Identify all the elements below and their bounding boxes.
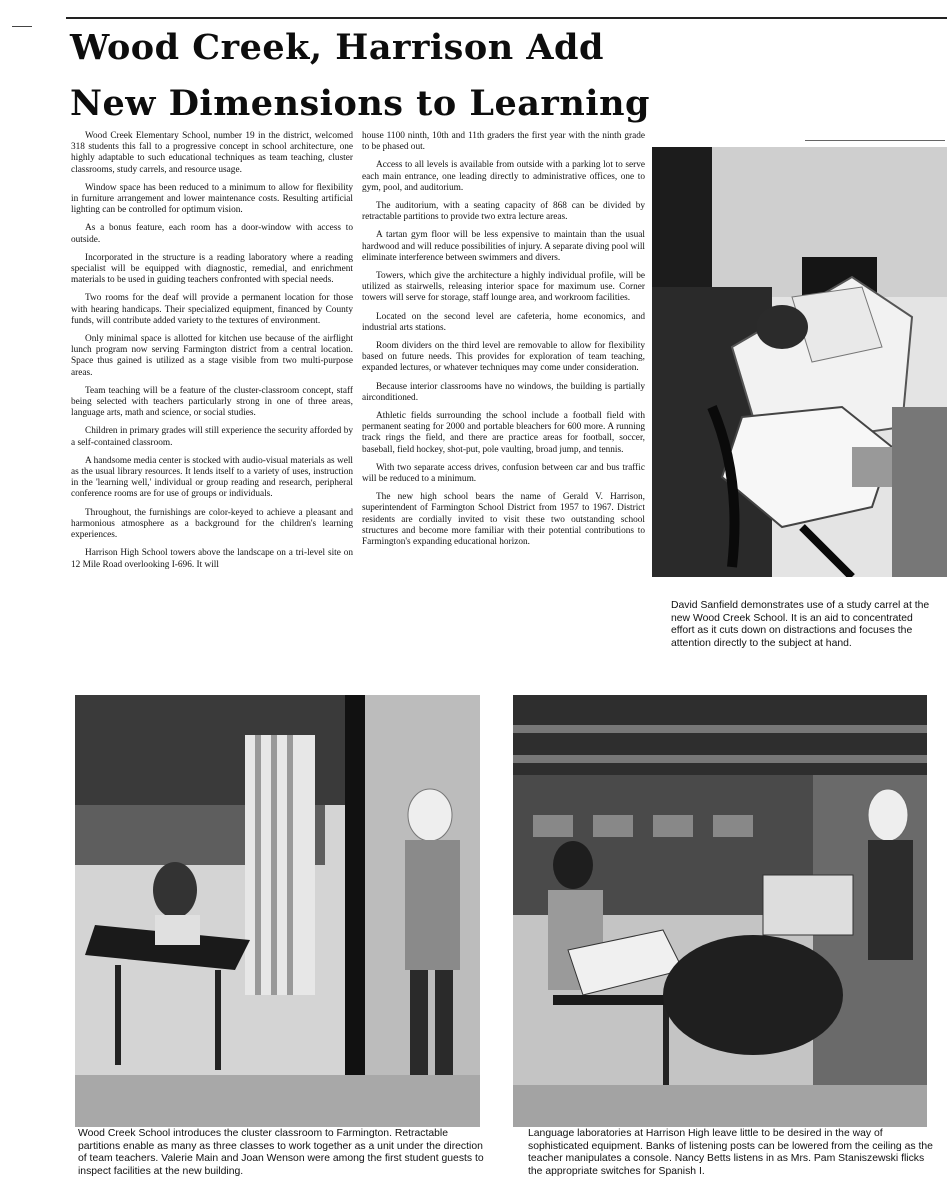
paragraph: A tartan gym floor will be less expensive to maintain than the usual hardwood and will reduce possibilities of injury. A separate diving pool will eliminate interference between swimmers and divers.	[362, 230, 645, 263]
paragraph: Team teaching will be a feature of the cluster-classroom concept, staff being selected with teachers particularly strong in one of three areas, language arts, math and science, or social studies.	[71, 385, 353, 419]
headline-line-2: New Dimensions to Learning	[70, 83, 651, 124]
study-carrel-illustration	[652, 147, 947, 577]
language-lab-caption: Language laboratories at Harrison High leave little to be desired in the way of sophisticated equipment. Banks of listening posts can be lowered from the ceiling as the teacher manipulates a console. Nancy Betts listens in as Mrs. Pam Staniszewski flicks the appropriate switches for Spanish I.	[528, 1128, 933, 1177]
study-carrel-caption: David Sanfield demonstrates use of a study carrel at the new Wood Creek School. It is an aid to concentrated effort as it cuts down on distractions and focuses the attention directly to the subject at hand.	[671, 600, 930, 649]
paragraph: The auditorium, with a seating capacity of 868 can be divided by retractable partitions to provide two extra lecture areas.	[362, 201, 645, 223]
top-rule	[66, 17, 947, 19]
paragraph: Two rooms for the deaf will provide a permanent location for those with hearing handicaps. Their specialized equipment, financed by County funds, will contribute added variety to the textures of environment.	[71, 293, 353, 326]
paragraph: Incorporated in the structure is a reading laboratory where a reading specialist will be equipped with diagnostic, remedial, and enrichment materials to be used in guiding teachers confronted with special needs.	[71, 252, 353, 286]
column-rule	[805, 140, 945, 141]
paragraph: house 1100 ninth, 10th and 11th graders the first year with the ninth grade to be phased out.	[362, 131, 645, 153]
paragraph: Window space has been reduced to a minimum to allow for flexibility in furniture arrangement and lower maintenance costs. Resulting artificial lighting can be controlled for optimum vision.	[71, 182, 353, 216]
paragraph: Located on the second level are cafeteria, home economics, and industrial arts stations.	[362, 311, 645, 333]
paragraph: Harrison High School towers above the landscape on a tri-level site on 12 Mile Road overlooking I-696. It will	[71, 548, 353, 570]
paragraph: Access to all levels is available from outside with a parking lot to serve each main entrance, one leading directly to administrative offices, one to gym, pool, and auditorium.	[362, 160, 645, 193]
paragraph: Room dividers on the third level are removable to allow for flexibility based on future needs. This provides for exploration of team teaching, expanded lectures, or whatever techniques may come under consideration.	[362, 341, 645, 374]
paragraph: Children in primary grades will still experience the security afforded by a self-contained classroom.	[71, 426, 353, 448]
cluster-classroom-photo	[75, 695, 480, 1127]
paragraph: Athletic fields surrounding the school include a football field with permanent seating for 2000 and portable bleachers for 600 more. A running track rings the field, and there are practice areas for football, soccer, baseball, field hockey, shot-put, pole vaulting, broad jump, and tennis.	[362, 411, 645, 455]
headline	[70, 20, 670, 132]
cluster-classroom-illustration	[75, 695, 480, 1127]
paragraph: Throughout, the furnishings are color-keyed to achieve a pleasant and harmonious atmosphere as a background for the children's learning experiences.	[71, 507, 353, 541]
paragraph: Because interior classrooms have no windows, the building is partially airconditioned.	[362, 381, 645, 403]
language-lab-illustration	[513, 695, 927, 1127]
edge-mark	[12, 26, 32, 27]
paragraph: A handsome media center is stocked with audio-visual materials as well as the usual library resources. It lends itself to a variety of uses, instruction in the 'learning well,' individual or group reading and research, peripheral conference rooms are for use of groups or individuals.	[71, 455, 353, 500]
article-column-2	[362, 131, 645, 676]
language-lab-photo	[513, 695, 927, 1127]
paragraph: Only minimal space is allotted for kitchen use because of the airflight lunch program now serving Farmington district from a central location. Space thus gained is utilized as a stage visible from two multi-purpose areas.	[71, 334, 353, 378]
paragraph: Wood Creek Elementary School, number 19 in the district, welcomed 318 students this fall to a progressive concept in school architecture, one highly adaptable to such educational techniques as team teaching, cluster classrooms, study carrels, and resource usage.	[71, 131, 353, 175]
headline-line-1: Wood Creek, Harrison Add	[70, 27, 604, 68]
paragraph: With two separate access drives, confusion between car and bus traffic will be reduced to a minimum.	[362, 462, 645, 485]
article-column-1	[71, 131, 353, 676]
paragraph: Towers, which give the architecture a highly individual profile, will be utilized as stairwells, releasing interior space for maximum use. Corner towers will serve for storage, staff lounge area, and workroom facilities.	[362, 271, 645, 304]
paragraph: The new high school bears the name of Gerald V. Harrison, superintendent of Farmington School District from 1957 to 1967. District residents are cordially invited to visit these two outstanding school structures and become more familiar with their potential contributions to Farmington's expanding educational horizon.	[362, 492, 645, 548]
study-carrel-photo	[652, 147, 947, 577]
cluster-classroom-caption: Wood Creek School introduces the cluster classroom to Farmington. Retractable partitions enable as many as three classes to work together as a unit under the direction of team teachers. Valerie Main and Joan Wenson were among the first student guests to inspect facilities at the new building.	[78, 1128, 484, 1177]
paragraph: As a bonus feature, each room has a door-window with access to outside.	[71, 223, 353, 245]
